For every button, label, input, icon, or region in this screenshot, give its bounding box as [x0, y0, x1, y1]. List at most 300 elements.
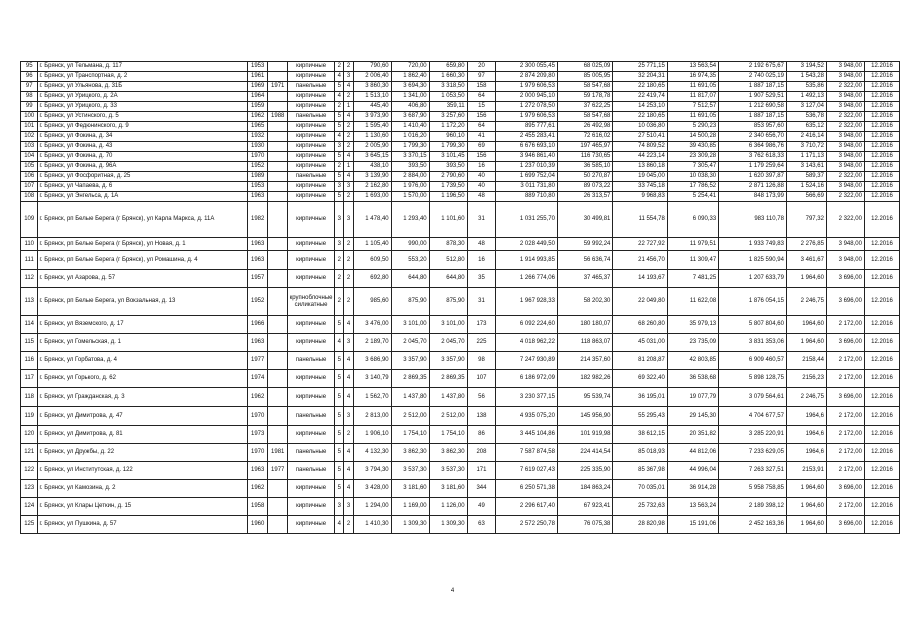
table-cell: 3 860,30 — [353, 82, 391, 92]
table-cell: 95 — [21, 62, 38, 72]
table-cell: кирпичные — [287, 102, 334, 112]
table-cell: 5 — [335, 152, 344, 162]
table-cell: 184 863,24 — [557, 480, 612, 498]
table-cell: 4 — [344, 444, 353, 462]
table-cell: 5 — [335, 407, 344, 426]
table-cell: 3 101,45 — [429, 152, 467, 162]
table-cell: г. Брянск, ул Горбатова, д. 4 — [38, 352, 247, 370]
table-cell — [268, 370, 288, 388]
housing-register-table — [20, 61, 900, 534]
table-cell: 2 — [344, 516, 353, 534]
table-cell: 17 786,52 — [667, 182, 718, 192]
table-row — [21, 251, 900, 270]
table-cell: 23 735,09 — [667, 334, 718, 352]
table-cell: 3 — [335, 238, 344, 251]
table-cell: 1 341,00 — [391, 92, 429, 102]
table-cell: 45 031,00 — [613, 334, 667, 352]
table-cell: 3 686,90 — [353, 352, 391, 370]
table-row — [21, 370, 900, 388]
table-cell: 2 — [344, 192, 353, 202]
table-cell: 1 237 010,39 — [496, 162, 558, 172]
table-cell: 50 270,87 — [557, 172, 612, 182]
table-row — [21, 162, 900, 172]
table-cell: 3 645,15 — [353, 152, 391, 162]
table-cell: 35 979,13 — [667, 316, 718, 334]
table-cell: панельные — [287, 112, 334, 122]
table-cell: 118 863,07 — [557, 334, 612, 352]
table-cell: 12.2016 — [864, 102, 899, 112]
table-cell: 1 976,00 — [391, 182, 429, 192]
table-cell: 1 130,60 — [353, 132, 391, 142]
table-cell: 2153,91 — [786, 462, 826, 480]
table-cell — [268, 352, 288, 370]
table-cell: 2 740 025,19 — [719, 72, 787, 82]
table-cell: 2 322,00 — [826, 112, 864, 122]
table-cell: 512,80 — [429, 251, 467, 270]
table-cell: 3 862,30 — [391, 444, 429, 462]
table-cell: 3 139,90 — [353, 172, 391, 182]
table-cell: 3 — [344, 202, 353, 238]
table-cell: 359,11 — [429, 102, 467, 112]
table-cell: 1 914 993,85 — [496, 251, 558, 270]
table-cell: 22 419,74 — [613, 92, 667, 102]
table-cell: 3 710,72 — [786, 142, 826, 152]
table-cell: 3 — [335, 142, 344, 152]
table-cell: 3 — [344, 72, 353, 82]
table-cell: 39 430,85 — [667, 142, 718, 152]
table-cell: 1964,6 — [786, 426, 826, 444]
table-cell: 1 272 078,50 — [496, 102, 558, 112]
table-cell: 1964,6 — [786, 444, 826, 462]
table-cell: 76 075,38 — [557, 516, 612, 534]
table-row — [21, 444, 900, 462]
table-cell: 875,90 — [391, 288, 429, 316]
table-cell: 3 696,00 — [826, 388, 864, 407]
table-cell: 2 — [344, 142, 353, 152]
table-cell: 1 207 633,79 — [719, 270, 787, 288]
table-cell: кирпичные — [287, 370, 334, 388]
table-cell: 7 587 874,58 — [496, 444, 558, 462]
table-cell: 2 455 283,41 — [496, 132, 558, 142]
table-cell: 990,00 — [391, 238, 429, 251]
table-cell: 68 260,80 — [613, 316, 667, 334]
table-cell: 109 — [21, 202, 38, 238]
table-cell: 1959 — [247, 102, 268, 112]
table-row — [21, 407, 900, 426]
table-cell: 1970 — [247, 407, 268, 426]
table-cell — [268, 142, 288, 152]
table-cell: 5 — [335, 444, 344, 462]
table-cell: 3 948,00 — [826, 182, 864, 192]
table-cell: 2 276,85 — [786, 238, 826, 251]
table-cell: 7 233 629,05 — [719, 444, 787, 462]
table-cell: 1 964,60 — [786, 516, 826, 534]
table-cell: 1 887 187,15 — [719, 82, 787, 92]
table-cell: 44 996,04 — [667, 462, 718, 480]
table-cell: 1 — [344, 162, 353, 172]
table-cell: 4 — [344, 316, 353, 334]
table-cell: кирпичные — [287, 122, 334, 132]
table-cell: 12.2016 — [864, 388, 899, 407]
table-cell: 3 101,00 — [429, 316, 467, 334]
table-cell — [268, 426, 288, 444]
table-cell: 156 — [467, 112, 496, 122]
table-cell: 1 437,80 — [391, 388, 429, 407]
table-cell: 3 428,00 — [353, 480, 391, 498]
table-cell: 2 — [344, 62, 353, 72]
table-cell: 3 973,90 — [353, 112, 391, 122]
table-cell: 22 049,80 — [613, 288, 667, 316]
table-cell: 180 180,07 — [557, 316, 612, 334]
table-cell: 49 — [467, 498, 496, 516]
table-cell: 2 — [344, 426, 353, 444]
table-cell: 1 524,16 — [786, 182, 826, 192]
table-cell: 12.2016 — [864, 516, 899, 534]
table-cell: 644,80 — [391, 270, 429, 288]
table-cell: 1952 — [247, 162, 268, 172]
table-cell: 59 992,24 — [557, 238, 612, 251]
table-cell: г. Брянск, ул Ульянова, д. 31Б — [38, 82, 247, 92]
table-cell: 1 172,20 — [429, 122, 467, 132]
table-cell: 1962 — [247, 112, 268, 122]
table-cell: 5 290,23 — [667, 122, 718, 132]
table-cell: 10 038,30 — [667, 172, 718, 182]
table-cell: 35 — [467, 270, 496, 288]
table-cell: 2 028 449,50 — [496, 238, 558, 251]
table-cell: 214 357,60 — [557, 352, 612, 370]
table-cell: 1965 — [247, 122, 268, 132]
table-cell: г. Брянск, ул Горького, д. 62 — [38, 370, 247, 388]
table-cell — [268, 498, 288, 516]
table-cell: 44 223,14 — [613, 152, 667, 162]
table-cell: 659,80 — [429, 62, 467, 72]
table-cell: 1981 — [268, 444, 288, 462]
table-cell: 5 — [335, 172, 344, 182]
table-cell: 101 919,98 — [557, 426, 612, 444]
table-cell: 4 — [335, 132, 344, 142]
table-cell: г. Брянск, ул Димитрова, д. 81 — [38, 426, 247, 444]
table-cell: 2 045,70 — [391, 334, 429, 352]
table-cell: 5 — [335, 192, 344, 202]
table-cell: 2 452 163,36 — [719, 516, 787, 534]
table-cell: 3 687,90 — [391, 112, 429, 122]
table-cell: 1973 — [247, 426, 268, 444]
table-cell: 56 — [467, 388, 496, 407]
table-cell: 5 — [335, 122, 344, 132]
table-cell: 23 309,28 — [667, 152, 718, 162]
table-cell: 2 813,00 — [353, 407, 391, 426]
table-cell: 97 — [21, 82, 38, 92]
table-cell: 393,50 — [391, 162, 429, 172]
table-cell: 7 305,47 — [667, 162, 718, 172]
table-cell: панельные — [287, 444, 334, 462]
table-cell: 98 — [21, 92, 38, 102]
table-cell: 6 364 986,76 — [719, 142, 787, 152]
table-cell: 3 357,90 — [391, 352, 429, 370]
table-cell: 111 — [21, 251, 38, 270]
table-cell: 4 — [344, 82, 353, 92]
table-cell: 11 554,78 — [613, 202, 667, 238]
table-cell: 797,32 — [786, 202, 826, 238]
table-cell: 1 754,10 — [391, 426, 429, 444]
table-cell: 12.2016 — [864, 182, 899, 192]
table-cell: 4 — [344, 370, 353, 388]
table-cell: 1 105,40 — [353, 238, 391, 251]
table-cell: 1 799,30 — [391, 142, 429, 152]
table-cell: г. Брянск, ул Гражданская, д. 3 — [38, 388, 247, 407]
table-cell: 72 616,02 — [557, 132, 612, 142]
table-cell: 16 974,35 — [667, 72, 718, 82]
table-cell: 3 948,00 — [826, 132, 864, 142]
table-cell: 5 — [335, 480, 344, 498]
table-cell: 1969 — [247, 82, 268, 92]
table-cell: кирпичные — [287, 182, 334, 192]
table-cell: 3 948,00 — [826, 162, 864, 172]
table-row — [21, 112, 900, 122]
table-cell: 895 777,61 — [496, 122, 558, 132]
table-cell — [268, 316, 288, 334]
table-cell: 4 704 677,57 — [719, 407, 787, 426]
table-cell: г. Брянск, ул Федюнинского, д. 9 — [38, 122, 247, 132]
table-cell: 3 318,50 — [429, 82, 467, 92]
table-cell: 1 595,40 — [353, 122, 391, 132]
table-cell: 983 110,78 — [719, 202, 787, 238]
table-cell: 4 — [344, 480, 353, 498]
table-cell: г. Брянск, ул Институтская, д. 122 — [38, 462, 247, 480]
table-cell: 445,40 — [353, 102, 391, 112]
table-cell: 1 031 255,70 — [496, 202, 558, 238]
table-cell: 117 — [21, 370, 38, 388]
table-row — [21, 82, 900, 92]
table-cell: 22 727,92 — [613, 238, 667, 251]
table-cell: 6 186 972,09 — [496, 370, 558, 388]
table-cell: 15 191,06 — [667, 516, 718, 534]
table-cell: 12.2016 — [864, 82, 899, 92]
table-cell: 28 820,98 — [613, 516, 667, 534]
table-cell: 1 699 752,04 — [496, 172, 558, 182]
table-cell: 7 481,25 — [667, 270, 718, 288]
table-cell: 2 006,40 — [353, 72, 391, 82]
table-cell: 2 — [335, 62, 344, 72]
table-cell: г. Брянск, ул Чапаева, д. 6 — [38, 182, 247, 192]
table-cell: 1958 — [247, 498, 268, 516]
table-cell: 3 948,00 — [826, 102, 864, 112]
table-cell: 4 132,30 — [353, 444, 391, 462]
table-cell: 1960 — [247, 516, 268, 534]
table-cell: 2 000 945,10 — [496, 92, 558, 102]
table-cell — [268, 407, 288, 426]
table-cell: 4 — [344, 388, 353, 407]
table-cell: 1 196,50 — [429, 192, 467, 202]
table-cell: 14 193,67 — [613, 270, 667, 288]
table-cell: 58 547,68 — [557, 112, 612, 122]
table-cell: 7 512,57 — [667, 102, 718, 112]
table-cell: кирпичные — [287, 152, 334, 162]
table-cell: 1 862,40 — [391, 72, 429, 82]
table-cell: 12.2016 — [864, 72, 899, 82]
table-cell: 2 790,60 — [429, 172, 467, 182]
table-cell: 25 771,15 — [613, 62, 667, 72]
table-row — [21, 498, 900, 516]
table-cell: 790,60 — [353, 62, 391, 72]
table-cell: 5 — [335, 426, 344, 444]
table-cell: 438,10 — [353, 162, 391, 172]
table-cell: 1 660,30 — [429, 72, 467, 82]
table-cell: 878,30 — [429, 238, 467, 251]
table-cell: 2 — [344, 92, 353, 102]
table-cell: 3 370,15 — [391, 152, 429, 162]
table-cell: г. Брянск, рп Белые Берега (г Брянск), ул Ромашина, д. 4 — [38, 251, 247, 270]
table-cell: 1964,6 — [786, 407, 826, 426]
table-cell: 16 — [467, 251, 496, 270]
table-cell: 3 143,61 — [786, 162, 826, 172]
table-cell: г. Брянск, ул Вяземского, д. 17 — [38, 316, 247, 334]
table-cell: 2 869,35 — [391, 370, 429, 388]
table-row — [21, 92, 900, 102]
table-cell: кирпичные — [287, 142, 334, 152]
table-cell: 3 696,00 — [826, 270, 864, 288]
table-cell: г. Брянск, ул Фосфоритная, д. 25 — [38, 172, 247, 182]
table-cell: кирпичные — [287, 192, 334, 202]
table-cell: 31 — [467, 202, 496, 238]
table-cell: 609,50 — [353, 251, 391, 270]
table-cell: 97 — [467, 72, 496, 82]
page-number: 4 — [450, 588, 455, 594]
table-cell: 74 809,52 — [613, 142, 667, 152]
table-cell: 110 — [21, 238, 38, 251]
table-cell: панельные — [287, 82, 334, 92]
table-cell: кирпичные — [287, 270, 334, 288]
table-row — [21, 352, 900, 370]
table-cell: 2 322,00 — [826, 82, 864, 92]
table-cell: 2 300 055,45 — [496, 62, 558, 72]
table-cell: г. Брянск, ул Транспортная, д. 2 — [38, 72, 247, 82]
table-cell: 5 — [335, 462, 344, 480]
table-cell: 1 887 187,15 — [719, 112, 787, 122]
table-cell: 89 073,22 — [557, 182, 612, 192]
table-cell: 3 — [344, 334, 353, 352]
table-cell: 3 831 353,06 — [719, 334, 787, 352]
table-cell: 2156,23 — [786, 370, 826, 388]
table-cell: 3 946 861,40 — [496, 152, 558, 162]
table-cell: 12.2016 — [864, 92, 899, 102]
table-cell: г. Брянск, ул Урицкого, д. 33 — [38, 102, 247, 112]
table-cell: 644,80 — [429, 270, 467, 288]
table-cell: 1 309,30 — [391, 516, 429, 534]
table-cell: 12.2016 — [864, 162, 899, 172]
table-cell: 1 964,60 — [786, 480, 826, 498]
table-cell: 1977 — [247, 352, 268, 370]
table-row — [21, 270, 900, 288]
table-cell: 123 — [21, 480, 38, 498]
table-cell: 56 636,74 — [557, 251, 612, 270]
table-cell: 2 874 209,80 — [496, 72, 558, 82]
table-cell: 58 202,30 — [557, 288, 612, 316]
table-cell: 20 351,82 — [667, 426, 718, 444]
table-cell: 12.2016 — [864, 480, 899, 498]
table-cell: 118 — [21, 388, 38, 407]
table-cell: 875,90 — [429, 288, 467, 316]
table-cell: 12.2016 — [864, 251, 899, 270]
table-cell: 1957 — [247, 270, 268, 288]
table-cell: 3 794,30 — [353, 462, 391, 480]
table-cell: 63 — [467, 516, 496, 534]
table-cell: 1 543,28 — [786, 72, 826, 82]
table-cell: 3 181,60 — [429, 480, 467, 498]
table-cell: 1 016,20 — [391, 132, 429, 142]
table-cell: 2 — [335, 102, 344, 112]
table-cell: 12.2016 — [864, 192, 899, 202]
table-cell: 85 367,98 — [613, 462, 667, 480]
table-cell: 6 092 224,60 — [496, 316, 558, 334]
table-cell — [268, 182, 288, 192]
table-cell: 1 933 749,83 — [719, 238, 787, 251]
table-cell: 70 035,01 — [613, 480, 667, 498]
table-cell: 40 — [467, 172, 496, 182]
table-cell: 1974 — [247, 370, 268, 388]
table-cell: 44 812,06 — [667, 444, 718, 462]
table-cell: 1970 — [247, 444, 268, 462]
table-cell: 12.2016 — [864, 132, 899, 142]
table-row — [21, 480, 900, 498]
table-cell: 1963 — [247, 251, 268, 270]
table-cell: 5 807 804,60 — [719, 316, 787, 334]
table-cell: 19 077,79 — [667, 388, 718, 407]
table-cell: 1 410,40 — [391, 122, 429, 132]
table-cell: 2 — [335, 162, 344, 172]
table-cell: 960,10 — [429, 132, 467, 142]
table-cell: 1 964,60 — [786, 334, 826, 352]
table-cell: г. Брянск, ул Устинского, д. 5 — [38, 112, 247, 122]
table-cell: 3 357,90 — [429, 352, 467, 370]
table-cell: 2 322,00 — [826, 172, 864, 182]
table-cell: 2 172,00 — [826, 352, 864, 370]
table-cell: 2 162,80 — [353, 182, 391, 192]
table-cell: 1 693,00 — [353, 192, 391, 202]
table-cell: 22 180,65 — [613, 82, 667, 92]
table-cell: 12.2016 — [864, 370, 899, 388]
table-cell: 48 — [467, 192, 496, 202]
table-cell: 171 — [467, 462, 496, 480]
table-cell: 11 691,05 — [667, 82, 718, 92]
table-cell: 4 018 962,22 — [496, 334, 558, 352]
table-cell: 64 — [467, 122, 496, 132]
table-cell: 4 — [344, 172, 353, 182]
table-row — [21, 202, 900, 238]
table-cell: 40 — [467, 182, 496, 192]
table-cell: 1 179 259,64 — [719, 162, 787, 172]
table-cell: 20 — [467, 62, 496, 72]
table-cell: 122 — [21, 462, 38, 480]
table-cell: 566,69 — [786, 192, 826, 202]
table-cell: 29 145,30 — [667, 407, 718, 426]
table-cell: 12.2016 — [864, 407, 899, 426]
table-cell: 6 250 571,38 — [496, 480, 558, 498]
table-cell: 11 691,05 — [667, 112, 718, 122]
table-cell: 2 322,00 — [826, 122, 864, 132]
table-cell: 12.2016 — [864, 152, 899, 162]
table-cell: г. Брянск, ул Гомельская, д. 1 — [38, 334, 247, 352]
table-cell: 2 — [344, 270, 353, 288]
table-cell — [268, 202, 288, 238]
table-cell: 2 — [335, 270, 344, 288]
table-cell: 1 979 606,53 — [496, 82, 558, 92]
table-cell: 3 079 564,61 — [719, 388, 787, 407]
table-cell: 12.2016 — [864, 270, 899, 288]
table-cell — [268, 251, 288, 270]
table-cell: 11 622,08 — [667, 288, 718, 316]
table-cell: 120 — [21, 426, 38, 444]
